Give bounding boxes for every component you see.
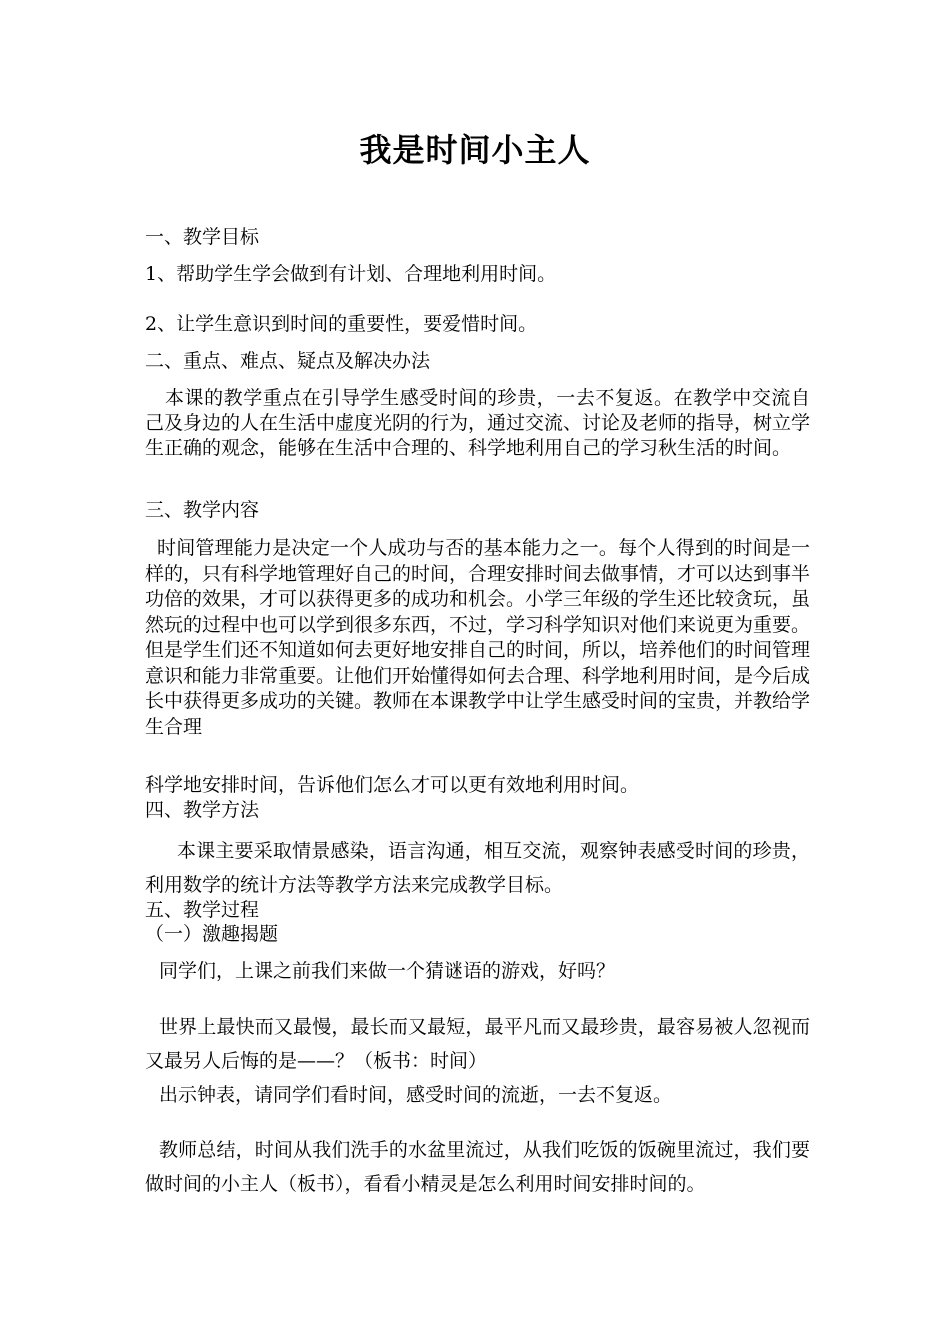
section-heading-objectives: 一、教学目标 [145, 226, 260, 248]
process-paragraph-4: 教师总结，时间从我们洗手的水盆里流过，从我们吃饭的饭碗里流过，我们要做时间的小主人（板书），看看小精灵是怎么利用时间安排时间的。 [145, 1139, 810, 1195]
section-heading-key-points: 二、重点、难点、疑点及解决办法 [145, 350, 431, 372]
objective-item-2: 2、让学生意识到时间的重要性，要爱惜时间。 [145, 313, 538, 335]
content-paragraph-2: 科学地安排时间，告诉他们怎么才可以更有效地利用时间。 [145, 774, 640, 796]
methods-paragraph: 本课主要采取情景感染，语言沟通，相互交流，观察钟表感受时间的珍贵，利用数学的统计方法等教学方法来完成教学目标。 [145, 840, 810, 896]
process-paragraph-3: 出示钟表，请同学们看时间，感受时间的流逝，一去不复返。 [159, 1084, 673, 1106]
subsection-heading-intro: （一）激趣揭题 [145, 923, 279, 945]
content-paragraph-1: 时间管理能力是决定一个人成功与否的基本能力之一。每个人得到的时间是一样的，只有科学地管理好自己的时间，合理安排时间去做事情，才可以达到事半功倍的效果，才可以获得更多的成功和机会。小学三年级的学生还比较贪玩，虽然玩的过程中也可以学到很多东西，不过，学习科学知识对他们来说更为重要。但是学生们还不知道如何去更好地安排自己的时间，所以，培养他们的时间管理意识和能力非常重要。让他们开始懂得如何去合理、科学地利用时间，是今后成长中获得更多成功的关键。教师在本课教学中让学生感受时间的宝贵，并教给学生合理 [145, 537, 811, 738]
key-points-paragraph: 本课的教学重点在引导学生感受时间的珍贵，一去不复返。在教学中交流自己及身边的人在生活中虚度光阴的行为，通过交流、讨论及老师的指导，树立学生正确的观念，能够在生活中合理的、科学地利用自己的学习秋生活的时间。 [145, 387, 811, 459]
process-paragraph-2: 世界上最快而又最慢，最长而又最短，最平凡而又最珍贵，最容易被人忽视而又最另人后悔的是——？（板书：时间） [145, 1016, 810, 1072]
section-heading-process: 五、教学过程 [145, 899, 260, 921]
document-title: 我是时间小主人 [359, 131, 591, 169]
section-heading-methods: 四、教学方法 [145, 799, 260, 821]
objective-item-1: 1、帮助学生学会做到有计划、合理地利用时间。 [145, 263, 557, 285]
section-heading-content: 三、教学内容 [145, 499, 260, 521]
process-paragraph-1: 同学们，上课之前我们来做一个猜谜语的游戏，好吗？ [159, 960, 616, 982]
